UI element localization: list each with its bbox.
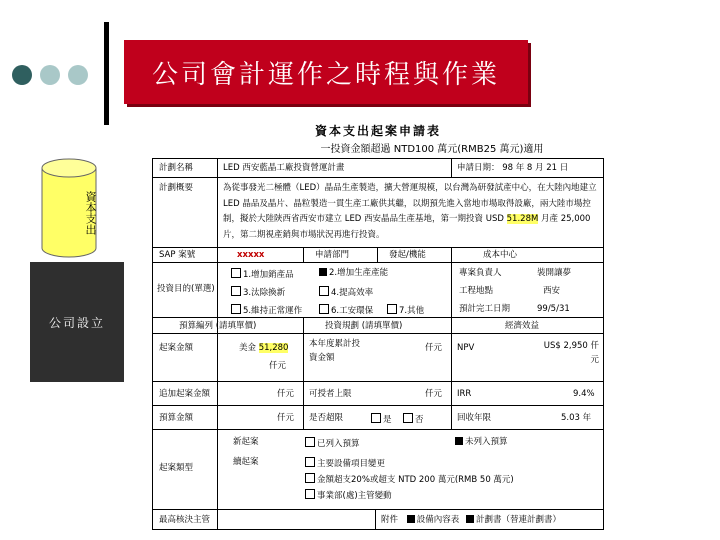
- finish-date-value: 99/5/31: [537, 304, 570, 314]
- finish-date-label: 預計完工日期: [459, 304, 511, 314]
- bullet-dot-light-1: [40, 65, 60, 85]
- slide-title-box: [124, 40, 528, 104]
- checkbox-icon: [231, 304, 241, 314]
- summary-text: 為從事發光二極體（LED）晶品生產製造，擴大營運規模，以台灣為研發試產中心，在大陸內地建立 LED 晶品及晶片、晶粒製造一貫生產工廠供其繼，以期預先進入當地市場取得設廠，兩大陸市場控制，擬於大陸陝西省西安市建立 LED 西安晶品生產基地，第一期投資 USD 51.28M 月產 25,000 片，第二期視產銷與市場狀況再進行投資。: [223, 183, 597, 240]
- checkbox-icon: [403, 413, 413, 423]
- category-option-1[interactable]: 已列入預算: [305, 437, 360, 450]
- irr-value: 9.4%: [573, 389, 595, 399]
- yearly-label: 本年度累計投資金額: [309, 339, 361, 363]
- checkbox-icon: [231, 268, 241, 278]
- bullet-dot-light-2: [68, 65, 88, 85]
- plan-name-label: 計劃名稱: [159, 163, 194, 173]
- checkbox-checked-icon: [455, 437, 463, 445]
- purpose-option-1[interactable]: 1.增加銷產品: [231, 268, 294, 281]
- budget-amount-label: 預算金額: [159, 413, 194, 423]
- category-label: 起案類型: [159, 463, 194, 473]
- purpose-option-6[interactable]: 6.工安環保: [319, 304, 373, 317]
- checkbox-icon: [231, 286, 241, 296]
- add-limit-label: 可授者上限: [309, 389, 352, 399]
- cost-center-label: 成本中心: [483, 250, 518, 260]
- title-divider: [104, 22, 109, 125]
- summary-label: 計劃概要: [159, 183, 194, 193]
- checkbox-icon: [387, 304, 397, 314]
- attachments: 附件 設備內容表 計劃書（替連計劃書）: [381, 515, 561, 525]
- overrun-no[interactable]: 否: [403, 413, 424, 426]
- add-amount-label: 追加起案金額: [159, 389, 211, 399]
- form-grid: [152, 158, 604, 530]
- budget-header: 預算編列 (請填單價): [179, 321, 257, 331]
- category-option-4[interactable]: 金額超支20%或超支 NTD 200 萬元(RMB 50 萬元): [305, 473, 514, 486]
- apply-dept-label: 申請部門: [315, 250, 350, 260]
- site-label: 工程地點: [459, 286, 494, 296]
- plan-name-value: LED 西安藍晶工廠投資營運計畫: [223, 163, 345, 173]
- purpose-option-7[interactable]: 7.其他: [387, 304, 424, 317]
- amount-label: 起案金額: [159, 343, 194, 353]
- benefit-header: 經濟效益: [505, 321, 540, 331]
- purpose-option-4[interactable]: 4.提高效率: [319, 286, 373, 299]
- purpose-option-2[interactable]: 2.增加生產產能: [319, 268, 388, 279]
- npv-label: NPV: [457, 343, 475, 353]
- approver-label: 最高核決主管: [159, 515, 211, 525]
- checkbox-icon: [319, 286, 329, 296]
- yearly-unit: 仟元: [425, 343, 443, 353]
- company-setup-box: [30, 262, 124, 382]
- cylinder-label: 資本支出: [84, 191, 97, 235]
- new-case-label: 新起案: [233, 437, 259, 447]
- checkbox-icon: [319, 304, 329, 314]
- summary-amount: 51.28M: [506, 214, 539, 224]
- apply-date: 申請日期： 98 年 8 月 21 日: [457, 163, 569, 173]
- add-limit-unit: 仟元: [425, 389, 443, 399]
- purpose-option-3[interactable]: 3.汰除換新: [231, 286, 285, 299]
- amount-unit: 仟元: [269, 361, 287, 371]
- payback-label: 回收年限: [457, 413, 492, 423]
- budget-amount-unit: 仟元: [277, 413, 295, 423]
- checkbox-icon: [305, 473, 315, 483]
- purpose-label: 投資目的(單選): [157, 284, 215, 294]
- checkbox-icon: [305, 437, 315, 447]
- npv-value: US$ 2,950 仟元: [543, 341, 599, 365]
- form-title: 資本支出起案申請表: [314, 124, 441, 138]
- amount-value: 美金 51,280: [239, 343, 289, 353]
- checkbox-icon: [305, 457, 315, 467]
- sap-label: SAP 案號: [159, 250, 196, 260]
- checkbox-icon: [371, 413, 381, 423]
- company-setup-label: 公司設立: [48, 315, 105, 330]
- overrun-yes[interactable]: 是: [371, 413, 392, 426]
- owner-label: 專案負責人: [459, 268, 502, 278]
- checkbox-checked-icon: [319, 268, 327, 276]
- irr-label: IRR: [457, 389, 472, 399]
- capex-application-form: [142, 120, 614, 532]
- payback-value: 5.03 年: [561, 413, 592, 423]
- sap-value: xxxxx: [237, 250, 265, 260]
- site-value: 西安: [543, 286, 561, 296]
- checkbox-checked-icon: [466, 515, 474, 523]
- checkbox-icon: [305, 489, 315, 499]
- category-option-5[interactable]: 事業部(處)主管變動: [305, 489, 392, 502]
- bullet-dot-dark: [12, 65, 32, 85]
- invest-header: 投資規劃 (請填單價): [325, 321, 403, 331]
- owner-value: 裝開讓夢: [537, 268, 572, 278]
- category-option-2[interactable]: 未列入預算: [455, 437, 508, 448]
- exec-dept-label: 發起/機能: [389, 250, 426, 260]
- slide-title: 公司會計運作之時程與作業: [151, 59, 500, 90]
- checkbox-checked-icon: [407, 515, 415, 523]
- category-option-3[interactable]: 主要設備項目變更: [305, 457, 385, 470]
- add-amount-unit: 仟元: [277, 389, 295, 399]
- continue-case-label: 續起案: [233, 457, 259, 467]
- form-subtitle: 一投資金額超過 NTD100 萬元(RMB25 萬元)適用: [320, 144, 544, 155]
- purpose-option-5[interactable]: 5.維持正常運作: [231, 304, 302, 317]
- overrun-label: 是否超限: [309, 413, 344, 423]
